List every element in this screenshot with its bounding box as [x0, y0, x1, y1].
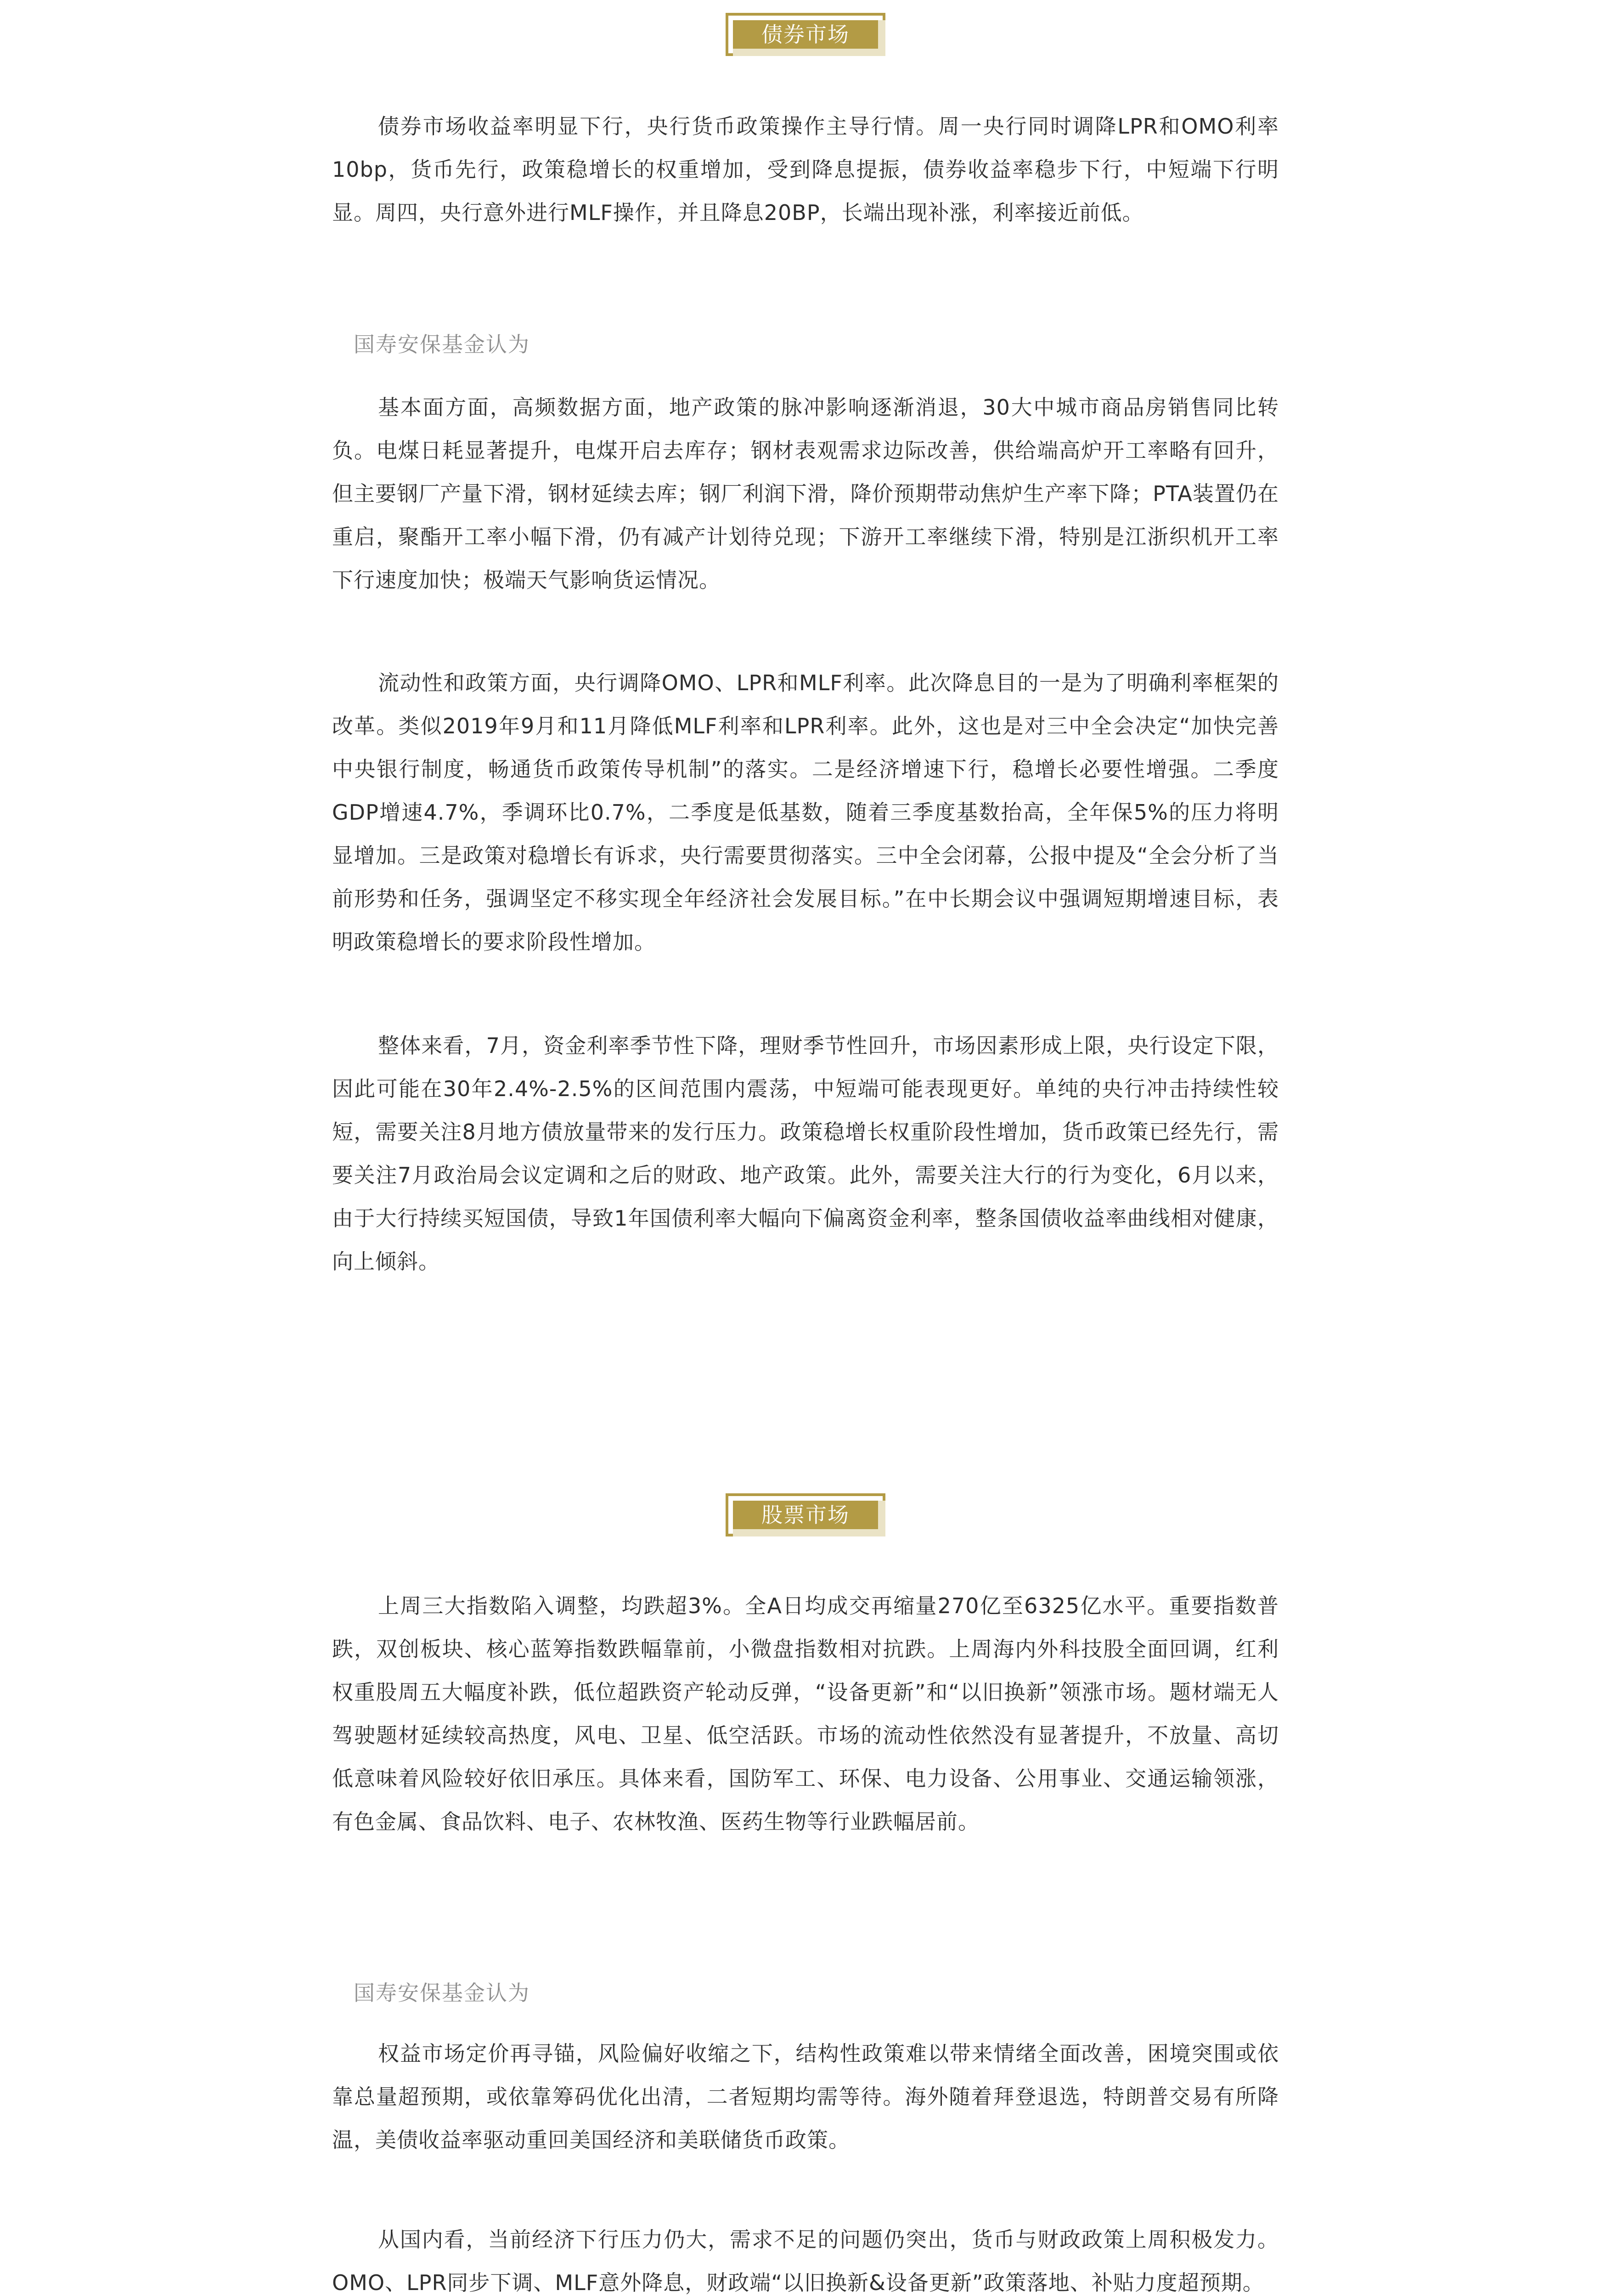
bond-market-title-badge [726, 13, 885, 56]
bond-market-title: 债券市场 [733, 20, 878, 49]
stock-market-title: 股票市场 [733, 1501, 878, 1529]
bond-opinion-label: 国寿安保基金认为 [354, 332, 530, 357]
stock-intro-paragraph: 上周三大指数陷入调整，均跌超3%。全A日均成交再缩量270亿至6325亿水平。重要指数普跌，双创板块、核心蓝筹指数跌幅靠前，小微盘指数相对抗跌。上周海内外科技股全面回调，红利权重股周五大幅度补跌，低位超跌资产轮动反弹，“设备更新”和“以旧换新”领涨市场。题材端无人驾驶题材延续较高热度，风电、卫星、低空活跃。市场的流动性依然没有显著提升，不放量、高切低意味着风险较好依旧承压。具体来看，国防军工、环保、电力设备、公用事业、交通运输领涨，有色金属、食品饮料、电子、农林牧渔、医药生物等行业跌幅居前。 [332, 1593, 1279, 1834]
stock-paragraph-domestic: 从国内看，当前经济下行压力仍大，需求不足的问题仍突出，货币与财政政策上周积极发力。OMO、LPR同步下调、MLF意外降息，财政端“以旧换新&设备更新”政策落地、补贴力度超预期。 [332, 2227, 1279, 2295]
stock-opinion-label: 国寿安保基金认为 [354, 1981, 530, 2005]
stock-market-section [0, 1469, 1611, 2296]
stock-market-title-badge [726, 1493, 885, 1536]
bond-paragraph-overall: 整体来看，7月，资金利率季节性下降，理财季节性回升，市场因素形成上限，央行设定下限，因此可能在30年2.4%-2.5%的区间范围内震荡，中短端可能表现更好。单纯的央行冲击持续性较短，需要关注8月地方债放量带来的发行压力。政策稳增长权重阶段性增加，货币政策已经先行，需要关注7月政治局会议定调和之后的财政、地产政策。此外，需要关注大行的行为变化，6月以来，由于大行持续买短国债，导致1年国债利率大幅向下偏离资金利率，整条国债收益率曲线相对健康，向上倾斜。 [332, 1033, 1279, 1274]
bond-intro-paragraph: 债券市场收益率明显下行，央行货币政策操作主导行情。周一央行同时调降LPR和OMO利率10bp，货币先行，政策稳增长的权重增加，受到降息提振，债券收益率稳步下行，中短端下行明显。周四，央行意外进行MLF操作，并且降息20BP，长端出现补涨，利率接近前低。 [332, 114, 1279, 225]
bond-paragraph-fundamentals: 基本面方面，高频数据方面，地产政策的脉冲影响逐渐消退，30大中城市商品房销售同比转负。电煤日耗显著提升，电煤开启去库存；钢材表观需求边际改善，供给端高炉开工率略有回升，但主要钢厂产量下滑，钢材延续去库；钢厂利润下滑，降价预期带动焦炉生产率下降；PTA装置仍在重启，聚酯开工率小幅下滑，仍有减产计划待兑现；下游开工率继续下滑，特别是江浙织机开工率下行速度加快；极端天气影响货运情况。 [332, 395, 1279, 592]
bond-paragraph-liquidity: 流动性和政策方面，央行调降OMO、LPR和MLF利率。此次降息目的一是为了明确利率框架的改革。类似2019年9月和11月降低MLF利率和LPR利率。此外，这也是对三中全会决定“加快完善中央银行制度，畅通货币政策传导机制”的落实。二是经济增速下行，稳增长必要性增强。二季度GDP增速4.7%，季调环比0.7%，二季度是低基数，随着三季度基数抬高，全年保5%的压力将明显增加。三是政策对稳增长有诉求，央行需要贯彻落实。三中全会闭幕，公报中提及“全会分析了当前形势和任务，强调坚定不移实现全年经济社会发展目标。”在中长期会议中强调短期增速目标，表明政策稳增长的要求阶段性增加。 [332, 670, 1279, 954]
stock-paragraph-equity: 权益市场定价再寻锚，风险偏好收缩之下，结构性政策难以带来情绪全面改善，困境突围或依靠总量超预期，或依靠筹码优化出清，二者短期均需等待。海外随着拜登退选，特朗普交易有所降温，美债收益率驱动重回美国经济和美联储货币政策。 [332, 2041, 1279, 2152]
